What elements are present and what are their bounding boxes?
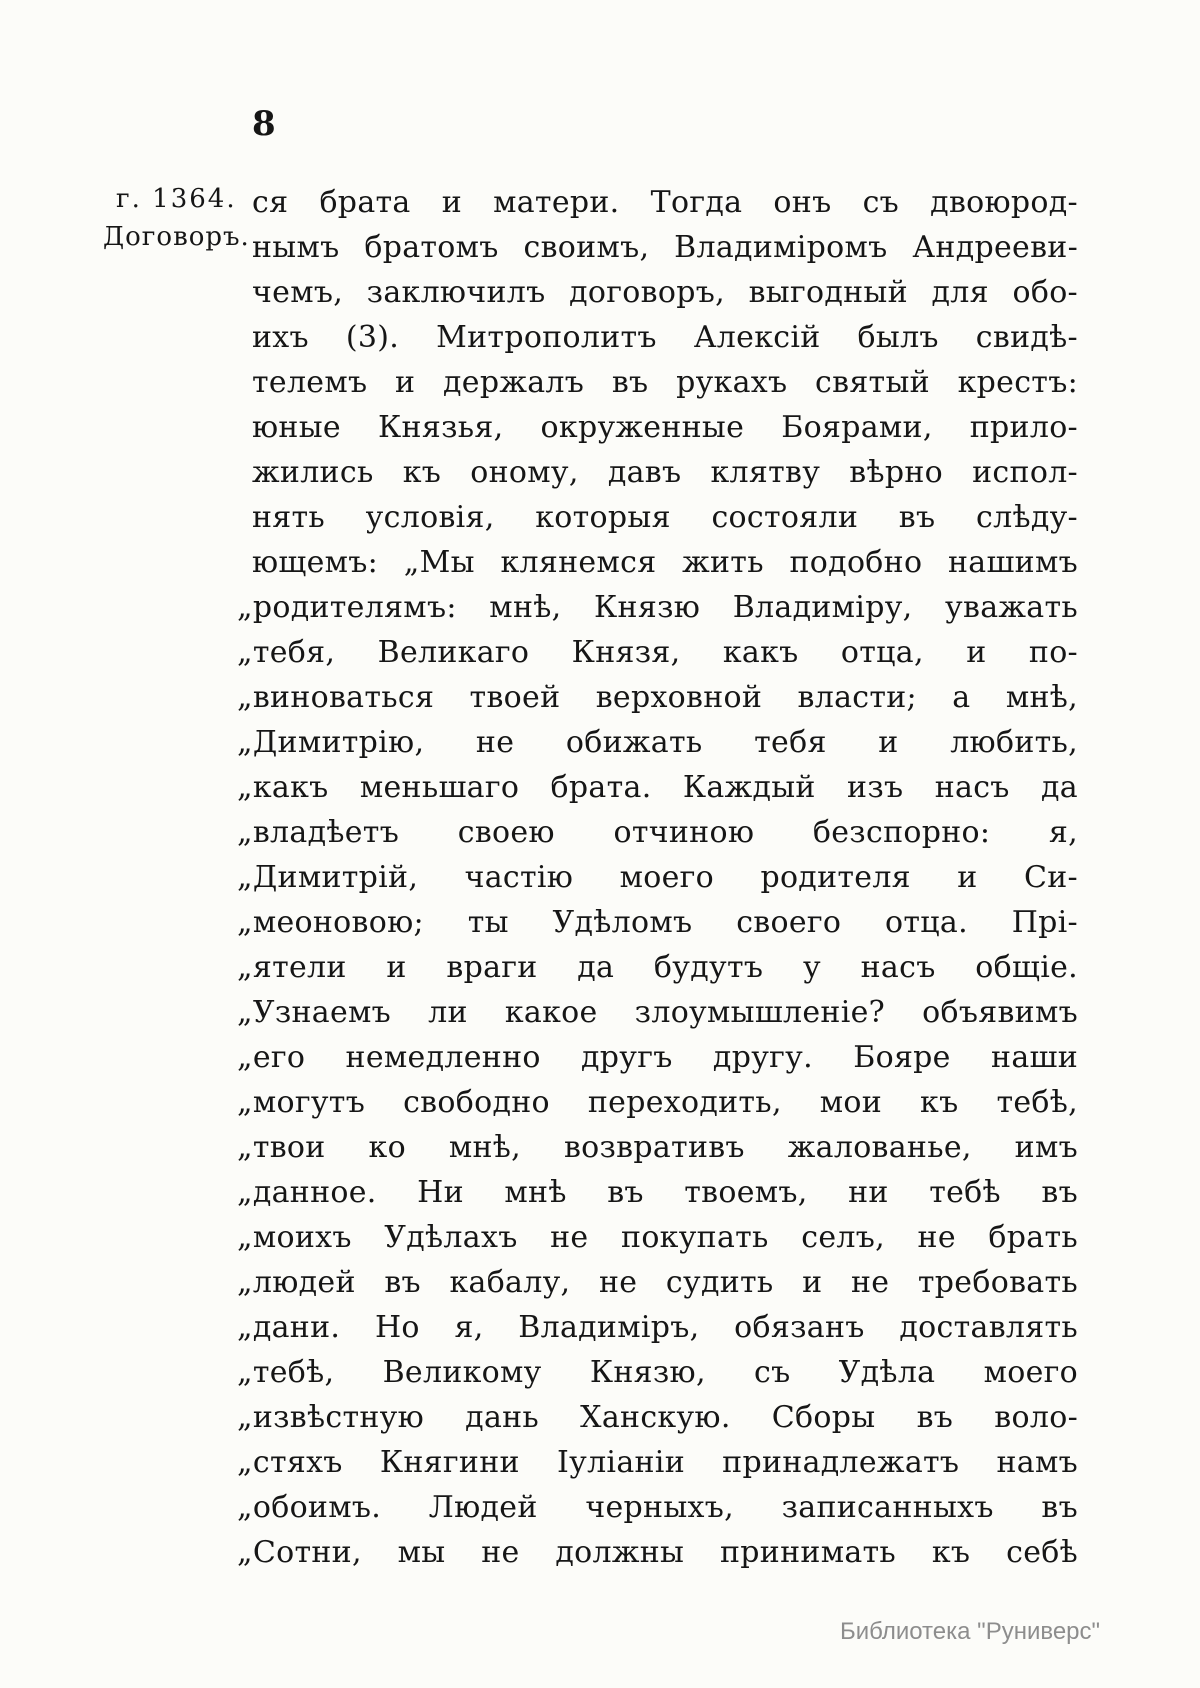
text-line: „владѣетъ своею отчиною безспорно: я,: [237, 815, 1078, 850]
text-line: жились къ оному, давъ клятву вѣрно испол-: [252, 455, 1078, 490]
watermark-label: Библиотека "Руниверс": [840, 1618, 1101, 1645]
margin-note-year: г. 1364.: [116, 184, 237, 214]
text-line: „стяхъ Княгини Іуліаніи принадлежатъ намъ: [237, 1445, 1078, 1480]
text-line: „тебя, Великаго Князя, какъ отца, и по-: [237, 635, 1078, 670]
text-line: „людей въ кабалу, не судить и не требовать: [237, 1265, 1078, 1300]
text-line: телемъ и держалъ въ рукахъ святый крестъ:: [252, 365, 1078, 400]
text-line: „его немедленно другъ другу. Бояре наши: [237, 1040, 1078, 1075]
text-line: „твои ко мнѣ, возвративъ жалованье, имъ: [237, 1130, 1078, 1165]
text-line: „тебѣ, Великому Князю, съ Удѣла моего: [237, 1355, 1078, 1390]
text-line: „Узнаемъ ли какое злоумышленіе? объявимъ: [237, 995, 1078, 1030]
text-line: юные Князья, окруженные Боярами, прило-: [252, 410, 1078, 445]
text-line: „родителямъ: мнѣ, Князю Владиміру, уважать: [237, 590, 1078, 625]
text-line: „Сотни, мы не должны принимать къ себѣ: [237, 1535, 1078, 1570]
text-line: чемъ, заключилъ договоръ, выгодный для обо-: [252, 275, 1078, 310]
page-number: 8: [252, 104, 277, 144]
margin-note-title: Договоръ.: [103, 222, 250, 252]
text-line: „могутъ свободно переходить, мои къ тебѣ,: [237, 1085, 1078, 1120]
text-line: „данное. Ни мнѣ въ твоемъ, ни тебѣ въ: [237, 1175, 1078, 1210]
text-line: ихъ (3). Митрополитъ Алексій былъ свидѣ-: [252, 320, 1078, 355]
text-line: „Димитрію, не обижать тебя и любить,: [237, 725, 1078, 760]
body-text: [237, 180, 1078, 1575]
text-line: „моихъ Удѣлахъ не покупать селъ, не брать: [237, 1220, 1078, 1255]
text-line: „Димитрій, частію моего родителя и Си-: [237, 860, 1078, 895]
text-line: „извѣстную дань Ханскую. Сборы въ воло-: [237, 1400, 1078, 1435]
text-line: „обоимъ. Людей черныхъ, записанныхъ въ: [237, 1490, 1078, 1525]
text-line: „какъ меньшаго брата. Каждый изъ насъ да: [237, 770, 1078, 805]
text-line: нять условія, которыя состояли въ слѣду-: [252, 500, 1078, 535]
text-line: нымъ братомъ своимъ, Владиміромъ Андрееви-: [252, 230, 1078, 265]
text-line: ющемъ: „Мы клянемся жить подобно нашимъ: [252, 545, 1078, 580]
text-line: „меоновою; ты Удѣломъ своего отца. Прі-: [237, 905, 1078, 940]
text-line: ся брата и матери. Тогда онъ съ двоюрод-: [252, 185, 1078, 220]
text-line: „ятели и враги да будутъ у насъ общіе.: [237, 950, 1078, 985]
text-line: „виноваться твоей верховной власти; а мнѣ,: [237, 680, 1078, 715]
text-line: „дани. Но я, Владиміръ, обязанъ доставлять: [237, 1310, 1078, 1345]
